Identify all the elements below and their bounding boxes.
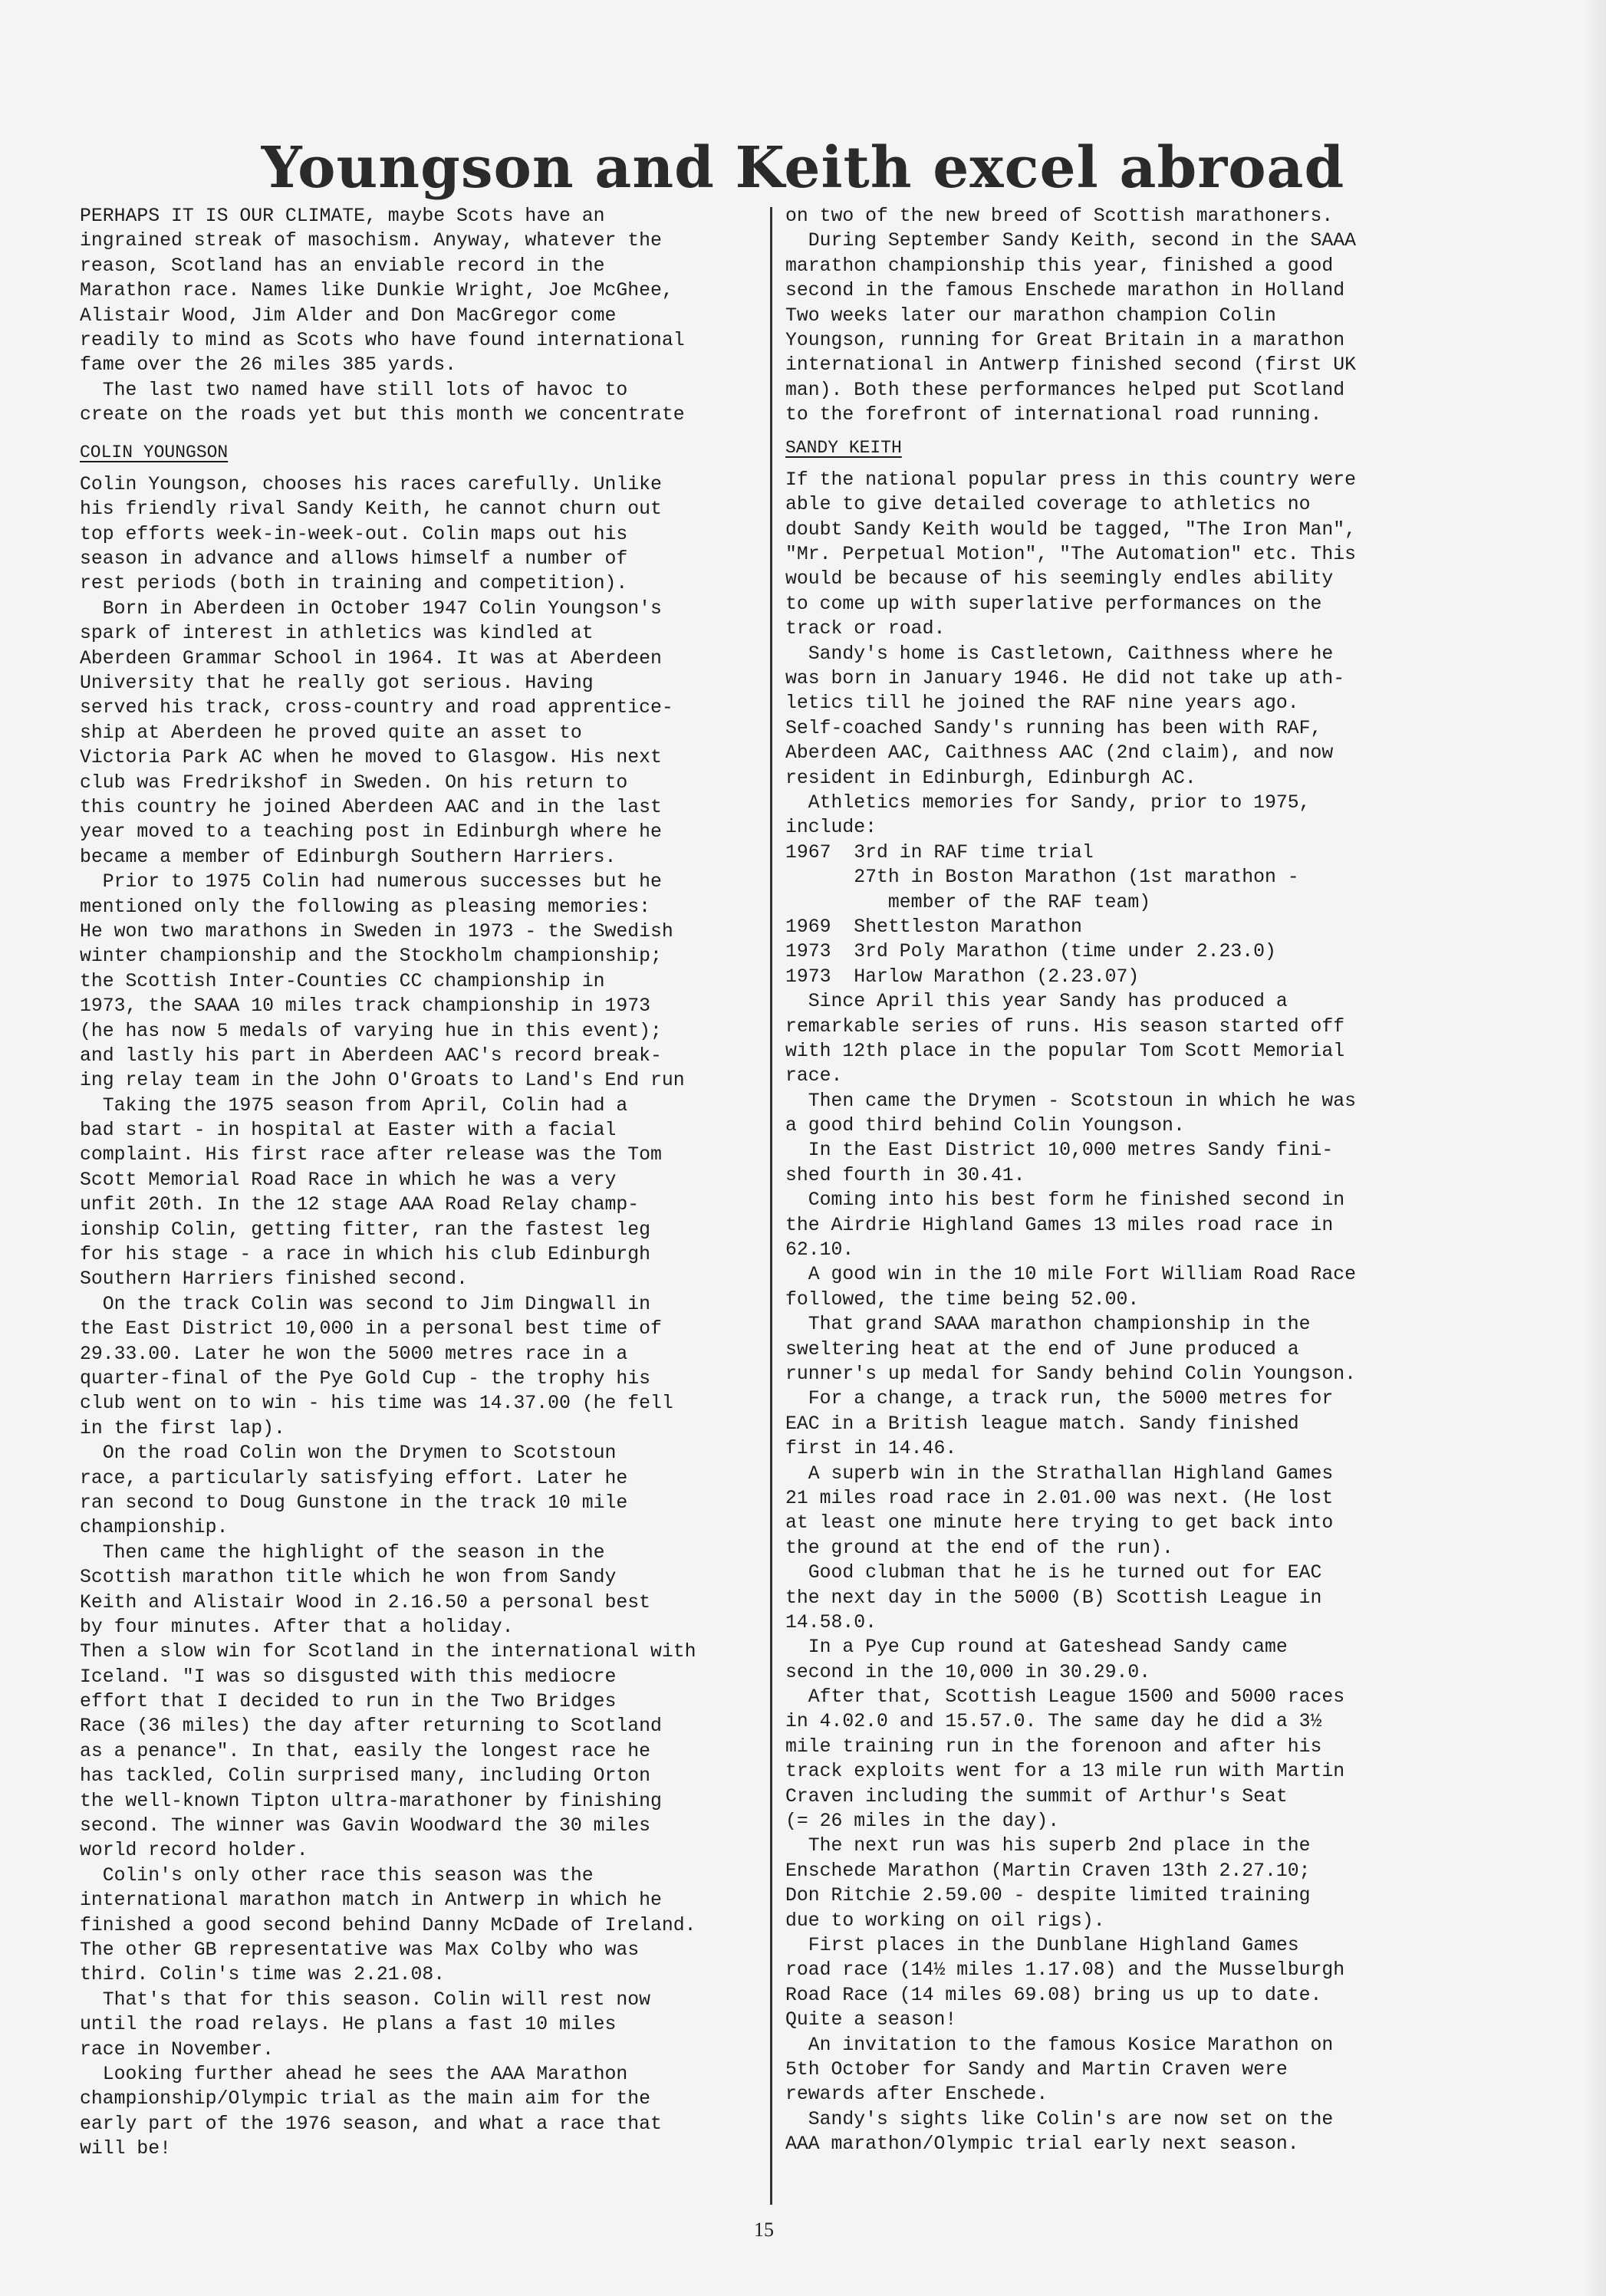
text-line: to come up with superlative performances on the [785, 593, 1322, 615]
text-line: the well-known Tipton ultra-marathoner by finishing [80, 1790, 662, 1812]
text-line: resident in Edinburgh, Edinburgh AC. [785, 767, 1196, 789]
text-line: Then came the Drymen - Scotstoun in which he was [785, 1090, 1357, 1112]
text-line: race in November. [80, 2038, 274, 2061]
text-line: AAA marathon/Olympic trial early next season. [785, 2133, 1299, 2156]
text-line: shed fourth in 30.41. [785, 1164, 1025, 1186]
text-line: due to working on oil rigs). [785, 1909, 1105, 1932]
text-line: The next run was his superb 2nd place in the [785, 1835, 1311, 1857]
text-line: 1973, the SAAA 10 miles track championship in 1973 [80, 995, 651, 1018]
text-line: the ground at the end of the run). [785, 1537, 1173, 1559]
text-line: 1973 3rd Poly Marathon (time under 2.23.0) [785, 941, 1276, 963]
text-line: If the national popular press in this country were [785, 469, 1357, 491]
text-line: PERHAPS IT IS OUR CLIMATE, maybe Scots have an [80, 206, 605, 227]
text-line: 1973 Harlow Marathon (2.23.07) [785, 965, 1140, 988]
text-line: second in the 10,000 in 30.29.0. [785, 1661, 1151, 1683]
text-line: Southern Harriers finished second. [80, 1268, 468, 1291]
text-line: Athletics memories for Sandy, prior to 1975, [785, 792, 1311, 814]
text-line: first in 14.46. [785, 1438, 957, 1460]
text-line: 1969 Shettleston Marathon [785, 916, 1082, 938]
right-intro [785, 204, 1434, 428]
text-line: Then a slow win for Scotland in the international with [80, 1641, 696, 1663]
text-line: Iceland. "I was so disgusted with this mediocre [80, 1666, 617, 1688]
text-line: served his track, cross-country and road apprentice- [80, 697, 673, 719]
text-line: (= 26 miles in the day). [785, 1811, 1060, 1833]
text-line: EAC in a British league match. Sandy finished [785, 1413, 1299, 1435]
text-line: 1967 3rd in RAF time trial [785, 841, 1094, 863]
text-line: readily to mind as Scots who have found international [80, 329, 685, 351]
text-line: That grand SAAA marathon championship in the [785, 1314, 1311, 1336]
text-line: race. [785, 1065, 843, 1087]
text-line: Keith and Alistair Wood in 2.16.50 a personal best [80, 1591, 651, 1613]
text-line: On the road Colin won the Drymen to Scotstoun [80, 1442, 617, 1465]
text-line: second. The winner was Gavin Woodward the 30 miles [80, 1815, 651, 1837]
text-line: as a penance". In that, easily the longest race he [80, 1740, 651, 1762]
text-line: man). Both these performances helped put Scotland [785, 379, 1345, 401]
text-line: ingrained streak of masochism. Anyway, whatever the [80, 230, 662, 252]
text-line: world record holder. [80, 1840, 308, 1862]
text-line: for his stage - a race in which his club Edinburgh [80, 1244, 651, 1266]
text-line: During September Sandy Keith, second in the SAAA [785, 230, 1357, 252]
text-line: the Airdrie Highland Games 13 miles road race in [785, 1214, 1334, 1236]
text-line: year moved to a teaching post in Edinburgh where he [80, 821, 662, 844]
text-line: became a member of Edinburgh Southern Harriers. [80, 846, 617, 868]
left-intro [80, 204, 762, 428]
text-line: Colin Youngson, chooses his races carefully. Unlike [80, 473, 662, 495]
text-line: Quite a season! [785, 2009, 957, 2031]
text-line: ionship Colin, getting fitter, ran the fastest leg [80, 1219, 651, 1241]
text-line: marathon championship this year, finished a good [785, 255, 1334, 277]
text-line: Aberdeen AAC, Caithness AAC (2nd claim), and now [785, 742, 1334, 765]
text-line: Colin's only other race this season was the [80, 1864, 594, 1886]
text-line: ship at Aberdeen he proved quite an asset to [80, 722, 582, 744]
text-line: Race (36 miles) the day after returning to Scotland [80, 1715, 662, 1738]
text-line: Enschede Marathon (Martin Craven 13th 2.27.10; [785, 1860, 1311, 1882]
text-line: Alistair Wood, Jim Alder and Don MacGregor come [80, 304, 617, 327]
text-line: in 4.02.0 and 15.57.0. The same day he did a 3½ [785, 1711, 1322, 1733]
text-line: race, a particularly satisfying effort. Later he [80, 1467, 628, 1489]
text-line: Since April this year Sandy has produced a [785, 991, 1288, 1013]
page-number: 15 [754, 2219, 774, 2241]
text-line: The other GB representative was Max Colby who was [80, 1939, 640, 1961]
text-line: at least one minute here trying to get back into [785, 1512, 1334, 1535]
text-line: A superb win in the Strathallan Highland Games [785, 1462, 1334, 1485]
text-line: second in the famous Enschede marathon in Holland [785, 280, 1345, 302]
text-line: the Scottish Inter-Counties CC championship in [80, 970, 605, 992]
text-line: Road Race (14 miles 69.08) bring us up to date. [785, 1984, 1322, 2006]
text-line: effort that I decided to run in the Two Bridges [80, 1691, 617, 1713]
text-line: able to give detailed coverage to athletics no [785, 494, 1311, 516]
text-line: letics till he joined the RAF nine years ago. [785, 692, 1299, 715]
text-line: winter championship and the Stockholm championship; [80, 946, 662, 968]
text-line: spark of interest in athletics was kindled at [80, 623, 594, 645]
page-edge-shadow [1585, 0, 1606, 2296]
text-line: Scottish marathon title which he won from Sandy [80, 1567, 617, 1589]
text-line: this country he joined Aberdeen AAC and in the last [80, 797, 662, 818]
text-line: reason, Scotland has an enviable record in the [80, 255, 605, 277]
text-line: doubt Sandy Keith would be tagged, "The Iron Man", [785, 518, 1357, 541]
text-line: early part of the 1976 season, and what a race that [80, 2113, 662, 2135]
text-line: create on the roads yet but this month we concentrate [80, 404, 685, 426]
text-line: Victoria Park AC when he moved to Glasgow. His next [80, 747, 662, 769]
text-line: would be because of his seemingly endles ability [785, 568, 1334, 590]
text-line: That's that for this season. Colin will rest now [80, 1988, 651, 2011]
text-line: 29.33.00. Later he won the 5000 metres race in a [80, 1343, 628, 1365]
text-line: by four minutes. After that a holiday. [80, 1616, 514, 1638]
section-heading-colin-youngson: COLIN YOUNGSON [80, 442, 229, 462]
text-line: unfit 20th. In the 12 stage AAA Road Relay champ- [80, 1194, 640, 1216]
text-line: the East District 10,000 in a personal best time of [80, 1318, 662, 1340]
text-line: ing relay team in the John O'Groats to Land's End run [80, 1070, 685, 1092]
text-line: 14.58.0. [785, 1611, 877, 1633]
text-line: "Mr. Perpetual Motion", "The Automation" etc. This [785, 544, 1357, 566]
text-line: has tackled, Colin surprised many, including Orton [80, 1765, 651, 1788]
text-line: Two weeks later our marathon champion Colin [785, 304, 1276, 327]
text-line: Born in Aberdeen in October 1947 Colin Youngson's [80, 597, 662, 620]
headline: Youngson and Keith excel abroad [261, 135, 1345, 201]
left-body [80, 472, 762, 2162]
text-line: 5th October for Sandy and Martin Craven were [785, 2058, 1288, 2081]
text-line: Prior to 1975 Colin had numerous successes but he [80, 871, 662, 893]
text-line: 27th in Boston Marathon (1st marathon - [785, 867, 1299, 889]
text-line: was born in January 1946. He did not take up ath- [785, 668, 1345, 690]
text-line: will be! [80, 2138, 172, 2160]
right-column [785, 204, 1434, 2156]
text-line: club went on to win - his time was 14.37.00 (he fell [80, 1393, 673, 1415]
text-line: in the first lap). [80, 1417, 285, 1439]
text-line: In the East District 10,000 metres Sandy fini- [785, 1140, 1334, 1162]
text-line: Coming into his best form he finished second in [785, 1189, 1345, 1212]
text-line: followed, the time being 52.00. [785, 1288, 1140, 1311]
text-line: club was Fredrikshof in Sweden. On his return to [80, 771, 628, 794]
text-line: top efforts week-in-week-out. Colin maps out his [80, 523, 628, 545]
text-line: championship/Olympic trial as the main aim for the [80, 2088, 651, 2110]
text-line: third. Colin's time was 2.21.08. [80, 1964, 446, 1986]
text-line: track exploits went for a 13 mile run with Martin [785, 1761, 1345, 1783]
text-line: 21 miles road race in 2.01.00 was next. (He lost [785, 1487, 1334, 1509]
text-line: After that, Scottish League 1500 and 5000 races [785, 1686, 1345, 1709]
text-line: international in Antwerp finished second (first UK [785, 354, 1357, 377]
text-line: Don Ritchie 2.59.00 - despite limited training [785, 1885, 1311, 1907]
text-line: international marathon match in Antwerp in which he [80, 1890, 662, 1912]
text-line: Then came the highlight of the season in the [80, 1541, 605, 1564]
text-line: a good third behind Colin Youngson. [785, 1115, 1185, 1137]
left-column [80, 204, 762, 2161]
text-line: to the forefront of international road running. [785, 404, 1322, 426]
text-line: rewards after Enschede. [785, 2084, 1048, 2106]
text-line: Looking further ahead he sees the AAA Marathon [80, 2063, 628, 2085]
text-line: ran second to Doug Gunstone in the track 10 mile [80, 1492, 628, 1514]
text-line: track or road. [785, 618, 946, 640]
text-line: season in advance and allows himself a number of [80, 548, 628, 571]
text-line: An invitation to the famous Kosice Marathon on [785, 2034, 1334, 2056]
text-line: complaint. His first race after release was the Tom [80, 1144, 662, 1166]
text-line: rest periods (both in training and competition). [80, 573, 628, 595]
text-line: include: [785, 817, 877, 839]
text-line: Aberdeen Grammar School in 1964. It was at Aberdeen [80, 647, 662, 669]
text-line: runner's up medal for Sandy behind Colin Youngson. [785, 1363, 1357, 1385]
text-line: remarkable series of runs. His season started off [785, 1015, 1345, 1038]
text-line: First places in the Dunblane Highland Games [785, 1934, 1299, 1956]
text-line: finished a good second behind Danny McDade of Ireland. [80, 1914, 696, 1936]
text-line: the next day in the 5000 (B) Scottish League in [785, 1587, 1322, 1609]
text-line: 62.10. [785, 1239, 854, 1261]
text-line: Craven including the summit of Arthur's Seat [785, 1785, 1288, 1808]
text-line: (he has now 5 medals of varying hue in this event); [80, 1020, 662, 1042]
text-line: sweltering heat at the end of June produced a [785, 1338, 1299, 1360]
text-line: on two of the new breed of Scottish marathoners. [785, 206, 1334, 227]
text-line: Youngson, running for Great Britain in a marathon [785, 329, 1345, 351]
text-line: Scott Memorial Road Race in which he was a very [80, 1169, 617, 1191]
text-line: Sandy's home is Castletown, Caithness where he [785, 643, 1334, 665]
text-line: Marathon race. Names like Dunkie Wright, Joe McGhee, [80, 280, 673, 302]
column-divider [770, 207, 772, 2205]
text-line: until the road relays. He plans a fast 10 miles [80, 2014, 617, 2036]
text-line: bad start - in hospital at Easter with a facial [80, 1120, 617, 1142]
text-line: mile training run in the forenoon and after his [785, 1735, 1322, 1758]
text-line: Self-coached Sandy's running has been with RAF, [785, 717, 1322, 739]
text-line: On the track Colin was second to Jim Dingwall in [80, 1293, 651, 1315]
text-line: mentioned only the following as pleasing memories: [80, 896, 651, 918]
text-line: In a Pye Cup round at Gateshead Sandy came [785, 1636, 1288, 1659]
right-body [785, 468, 1434, 2157]
text-line: Sandy's sights like Colin's are now set on the [785, 2108, 1334, 2130]
text-line: A good win in the 10 mile Fort William Road Race [785, 1264, 1357, 1286]
section-heading-sandy-keith: SANDY KEITH [785, 437, 902, 458]
text-line: and lastly his part in Aberdeen AAC's record break- [80, 1044, 662, 1067]
text-line: For a change, a track run, the 5000 metres for [785, 1388, 1334, 1410]
text-line: Taking the 1975 season from April, Colin had a [80, 1094, 628, 1117]
text-line: University that he really got serious. Having [80, 673, 594, 695]
text-line: his friendly rival Sandy Keith, he cannot churn out [80, 498, 662, 521]
text-line: quarter-final of the Pye Gold Cup - the trophy his [80, 1367, 651, 1390]
text-line: with 12th place in the popular Tom Scott Memorial [785, 1040, 1345, 1062]
text-line: fame over the 26 miles 385 yards. [80, 354, 457, 377]
text-line: championship. [80, 1517, 229, 1539]
text-line: The last two named have still lots of havoc to [80, 379, 628, 401]
text-line: member of the RAF team) [785, 891, 1151, 913]
text-line: road race (14½ miles 1.17.08) and the Musselburgh [785, 1959, 1345, 1982]
text-line: He won two marathons in Sweden in 1973 - the Swedish [80, 920, 673, 942]
text-line: Good clubman that he is he turned out for EAC [785, 1562, 1322, 1584]
